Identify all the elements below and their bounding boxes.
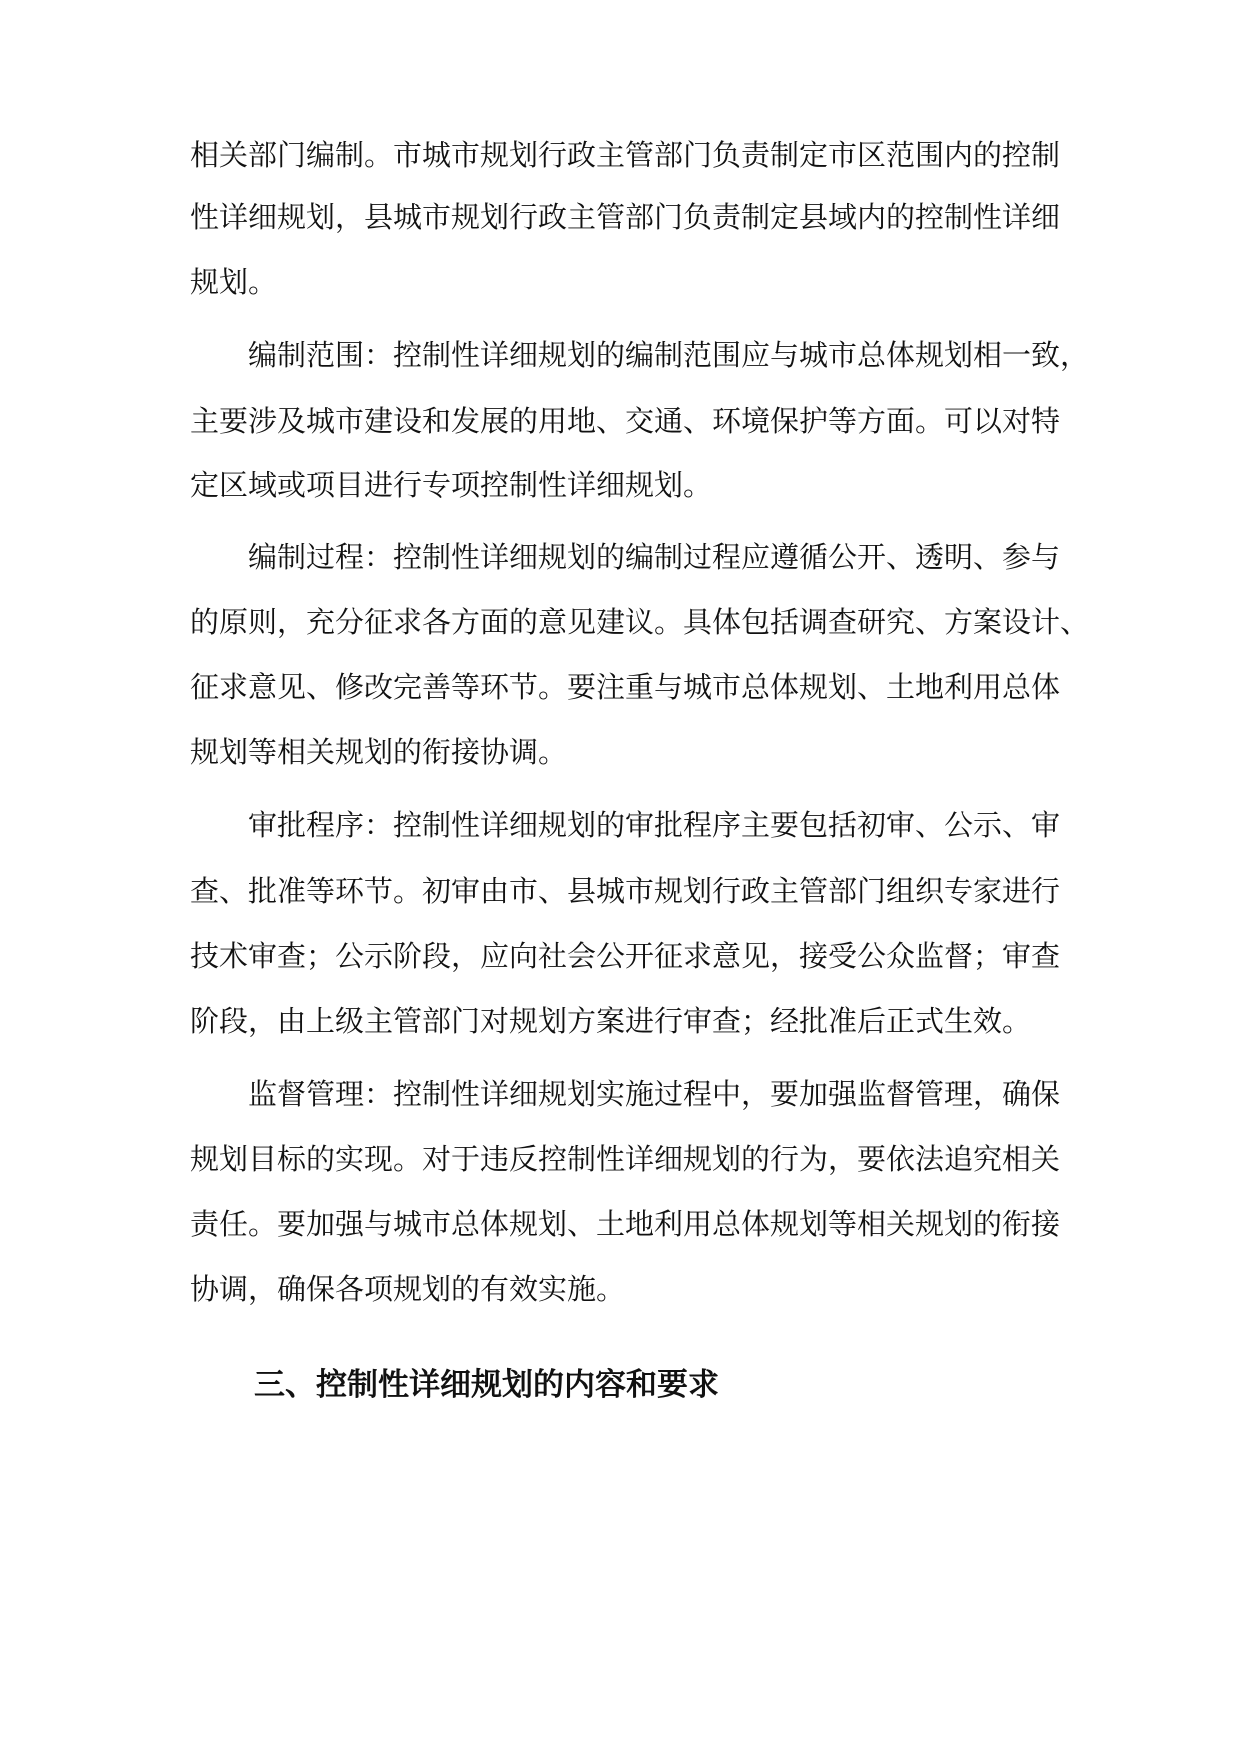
text-line: 主要涉及城市建设和发展的用地、交通、环境保护等方面。可以对特 [190, 404, 1061, 438]
text-line: 规划目标的实现。对于违反控制性详细规划的行为，要依法追究相关 [190, 1142, 1061, 1176]
text-line: 阶段，由上级主管部门对规划方案进行审查；经批准后正式生效。 [190, 1004, 1032, 1038]
text-line: 查、批准等环节。初审由市、县城市规划行政主管部门组织专家进行 [190, 874, 1061, 908]
text-line: 监督管理：控制性详细规划实施过程中，要加强监督管理，确保 [248, 1077, 1061, 1111]
text-line: 责任。要加强与城市总体规划、土地利用总体规划等相关规划的衔接 [190, 1207, 1061, 1241]
text-line: 性详细规划，县城市规划行政主管部门负责制定县域内的控制性详细 [190, 200, 1061, 234]
text-line: 相关部门编制。市城市规划行政主管部门负责制定市区范围内的控制 [190, 138, 1061, 172]
text-line: 规划。 [190, 265, 278, 299]
text-line: 协调，确保各项规划的有效实施。 [190, 1272, 626, 1306]
text-line: 规划等相关规划的衔接协调。 [190, 735, 568, 769]
text-line: 技术审查；公示阶段，应向社会公开征求意见，接受公众监督；审查 [190, 939, 1061, 973]
text-line: 审批程序：控制性详细规划的审批程序主要包括初审、公示、审 [248, 808, 1061, 842]
text-line: 编制过程：控制性详细规划的编制过程应遵循公开、透明、参与 [248, 540, 1061, 574]
text-line: 征求意见、修改完善等环节。要注重与城市总体规划、土地利用总体 [190, 670, 1061, 704]
section-heading: 三、控制性详细规划的内容和要求 [254, 1367, 719, 1403]
text-line: 编制范围：控制性详细规划的编制范围应与城市总体规划相一致， [248, 338, 1090, 372]
text-line: 定区域或项目进行专项控制性详细规划。 [190, 468, 713, 502]
text-line: 的原则，充分征求各方面的意见建议。具体包括调查研究、方案设计、 [190, 605, 1090, 639]
